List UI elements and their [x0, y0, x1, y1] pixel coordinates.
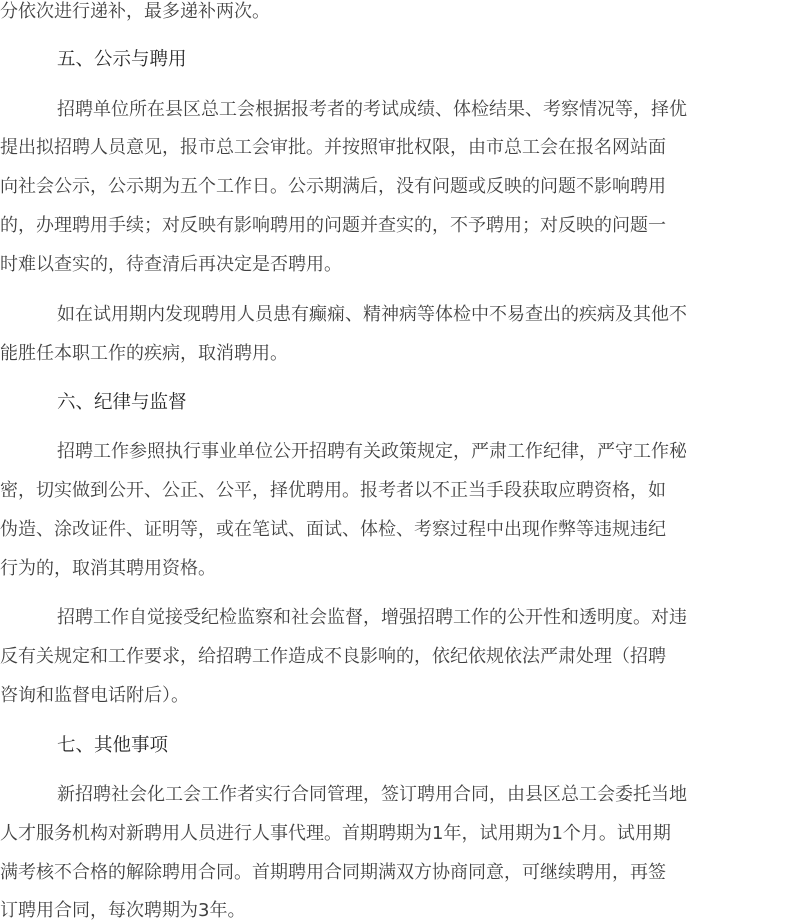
paragraph-line: 能胜任本职工作的疾病，取消聘用。: [0, 343, 288, 364]
paragraph-line: 反有关规定和工作要求，给招聘工作造成不良影响的，依纪依规依法严肃处理（招聘: [0, 646, 666, 667]
paragraph-line: 咨询和监督电话附后）。: [0, 685, 189, 706]
section-heading: 六、纪律与监督: [57, 392, 187, 413]
section-heading: 五、公示与聘用: [57, 49, 187, 70]
paragraph-line: 行为的，取消其聘用资格。: [0, 558, 216, 579]
paragraph-line: 如在试用期内发现聘用人员患有癫痫、精神病等体检中不易查出的疾病及其他不: [57, 304, 687, 325]
paragraph-line: 订聘用合同，每次聘期为3年。: [0, 900, 246, 921]
paragraph-line: 时难以查实的，待查清后再决定是否聘用。: [0, 254, 342, 275]
paragraph-line: 招聘工作自觉接受纪检监察和社会监督，增强招聘工作的公开性和透明度。对违: [57, 607, 687, 628]
paragraph-line: 人才服务机构对新聘用人员进行人事代理。首期聘期为1年，试用期为1个月。试用期: [0, 823, 671, 844]
section-heading: 七、其他事项: [57, 735, 169, 756]
paragraph-line: 招聘工作参照执行事业单位公开招聘有关政策规定，严肃工作纪律，严守工作秘: [57, 441, 687, 462]
paragraph-line: 的，办理聘用手续；对反映有影响聘用的问题并查实的，不予聘用；对反映的问题一: [0, 215, 666, 236]
paragraph-line: 密，切实做到公开、公正、公平，择优聘用。报考者以不正当手段获取应聘资格，如: [0, 480, 666, 501]
paragraph-line: 提出拟招聘人员意见，报市总工会审批。并按照审批权限，由市总工会在报名网站面: [0, 137, 666, 158]
paragraph-line: 招聘单位所在县区总工会根据报考者的考试成绩、体检结果、考察情况等，择优: [57, 99, 687, 120]
paragraph-line: 分依次进行递补，最多递补两次。: [0, 1, 270, 22]
paragraph-line: 伪造、涂改证件、证明等，或在笔试、面试、体检、考察过程中出现作弊等违规违纪: [0, 519, 666, 540]
paragraph-line: 新招聘社会化工会工作者实行合同管理，签订聘用合同，由县区总工会委托当地: [57, 784, 687, 805]
paragraph-line: 向社会公示，公示期为五个工作日。公示期满后，没有问题或反映的问题不影响聘用: [0, 176, 666, 197]
paragraph-line: 满考核不合格的解除聘用合同。首期聘用合同期满双方协商同意，可继续聘用，再签: [0, 862, 666, 883]
